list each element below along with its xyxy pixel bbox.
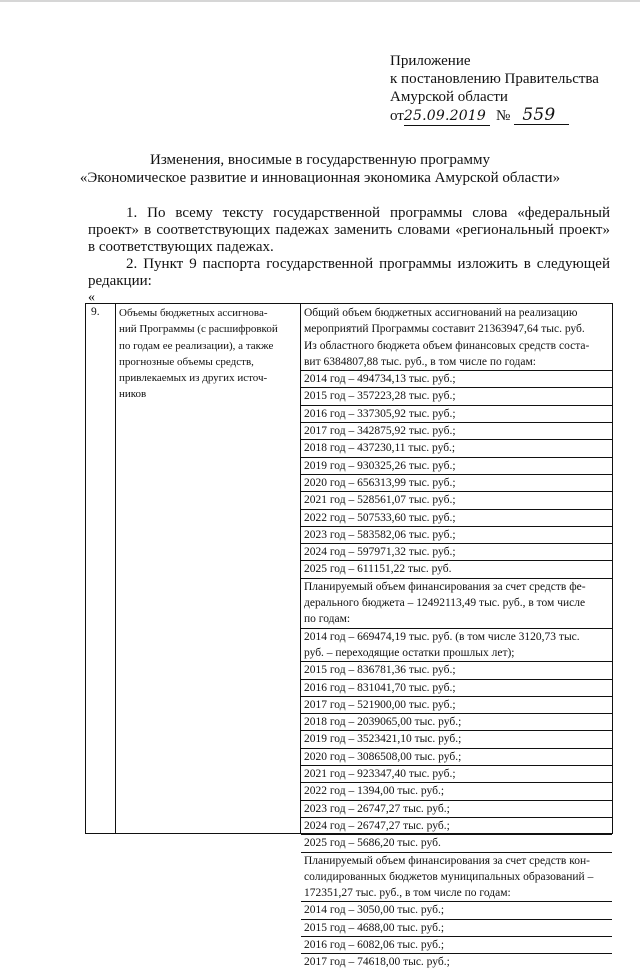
appendix-date-number <box>390 106 599 126</box>
label-line: привлекаемых из других источ- <box>119 372 268 385</box>
funding-line: 2019 год – 3523421,10 тыс. руб.; <box>301 731 612 748</box>
funding-line: 2014 год – 3050,00 тыс. руб.; <box>301 902 612 919</box>
funding-line: по годам: <box>301 611 612 628</box>
funding-line: Планируемый объем финансирования за счет средств кон- <box>304 854 590 867</box>
funding-line: 2016 год – 6082,06 тыс. руб.; <box>301 937 612 954</box>
label-line: ников <box>119 388 147 401</box>
funding-line: 2025 год – 611151,22 тыс. руб. <box>301 561 612 578</box>
funding-line: 2024 год – 26747,27 тыс. руб.; <box>301 818 612 835</box>
handwritten-date: 25.09.2019 <box>404 107 490 126</box>
funding-line: вит 6384807,88 тыс. руб., в том числе по годам: <box>301 354 612 371</box>
handwritten-number: 559 <box>514 106 569 125</box>
label-line: прогнозные объемы средств, <box>119 355 254 368</box>
funding-line: 2020 год – 3086508,00 тыс. руб.; <box>301 749 612 766</box>
document-title-line-1: Изменения, вносимые в государственную программу <box>150 152 490 168</box>
appendix-block <box>390 52 599 126</box>
funding-line: мероприятий Программы составит 21363947,64 тыс. руб. <box>304 323 585 336</box>
funding-line: 2017 год – 342875,92 тыс. руб.; <box>301 423 612 440</box>
funding-line: 2020 год – 656313,99 тыс. руб.; <box>301 475 612 492</box>
funding-line: 2014 год – 669474,19 тыс. руб. (в том числе 3120,73 тыс. <box>304 630 580 643</box>
funding-line: 2017 год – 521900,00 тыс. руб.; <box>301 697 612 714</box>
funding-line: 2024 год – 597971,32 тыс. руб.; <box>301 544 612 561</box>
funding-line: 2015 год – 357223,28 тыс. руб.; <box>301 388 612 405</box>
funding-line: 2023 год – 26747,27 тыс. руб.; <box>301 801 612 818</box>
funding-line: руб. – переходящие остатки прошлых лет); <box>301 645 612 662</box>
funding-line: 2022 год – 1394,00 тыс. руб.; <box>301 783 612 800</box>
row-number-cell <box>86 304 116 833</box>
funding-line: 2022 год – 507533,60 тыс. руб.; <box>301 510 612 527</box>
funding-line: 2016 год – 831041,70 тыс. руб.; <box>301 680 612 697</box>
funding-line: 2015 год – 4688,00 тыс. руб.; <box>301 920 612 937</box>
document-title-line-2: «Экономическое развитие и инновационная экономика Амурской области» <box>79 170 561 186</box>
date-prefix: от <box>390 108 404 124</box>
funding-line: дерального бюджета – 12492113,49 тыс. руб., в том числе <box>304 597 586 610</box>
funding-line: солидированных бюджетов муниципальных образований – <box>304 870 594 883</box>
funding-line: 2015 год – 836781,36 тыс. руб.; <box>301 662 612 679</box>
funding-line: Из областного бюджета объем финансовых средств соста- <box>304 339 590 352</box>
funding-line: 172351,27 тыс. руб., в том числе по годам: <box>301 885 612 902</box>
funding-line: 2023 год – 583582,06 тыс. руб.; <box>301 527 612 544</box>
number-label: № <box>496 108 511 124</box>
funding-line: 2017 год – 74618,00 тыс. руб.; <box>304 956 450 969</box>
funding-line: Общий объем бюджетных ассигнований на реализацию <box>304 307 578 319</box>
row-value-cell <box>301 304 612 969</box>
appendix-label: Приложение <box>390 53 471 69</box>
label-line: по годам ее реализации), а также <box>119 339 274 352</box>
funding-line: 2021 год – 923347,40 тыс. руб.; <box>301 766 612 783</box>
funding-line: 2014 год – 494734,13 тыс. руб.; <box>301 371 612 388</box>
appendix-region: Амурской области <box>390 89 508 105</box>
funding-line: 2018 год – 2039065,00 тыс. руб.; <box>301 714 612 731</box>
passport-table <box>85 303 613 969</box>
funding-line: 2025 год – 5686,20 тыс. руб. <box>301 835 612 852</box>
label-line: ний Программы (с расшифровкой <box>119 323 278 336</box>
page-top-edge <box>0 0 640 2</box>
funding-line: 2018 год – 437230,11 тыс. руб.; <box>301 440 612 457</box>
paragraph-1: 1. По всему тексту государственной программы слова «федеральный проект» в соответствующих падежах заменить словами «региональный проект» в соответствующих падежах. <box>88 205 610 255</box>
funding-line: 2019 год – 930325,26 тыс. руб.; <box>301 458 612 475</box>
row-label-cell <box>116 304 301 833</box>
label-line: Объемы бюджетных ассигнова- <box>119 307 268 319</box>
funding-line: 2016 год – 337305,92 тыс. руб.; <box>301 406 612 423</box>
funding-line: 2021 год – 528561,07 тыс. руб.; <box>301 492 612 509</box>
opening-quote: « <box>88 290 95 305</box>
appendix-to: к постановлению Правительства <box>390 71 599 87</box>
row-number: 9. <box>91 306 100 318</box>
funding-line: Планируемый объем финансирования за счет средств фе- <box>304 580 586 593</box>
paragraph-2: 2. Пункт 9 паспорта государственной программы изложить в следующей редакции: <box>88 256 610 289</box>
